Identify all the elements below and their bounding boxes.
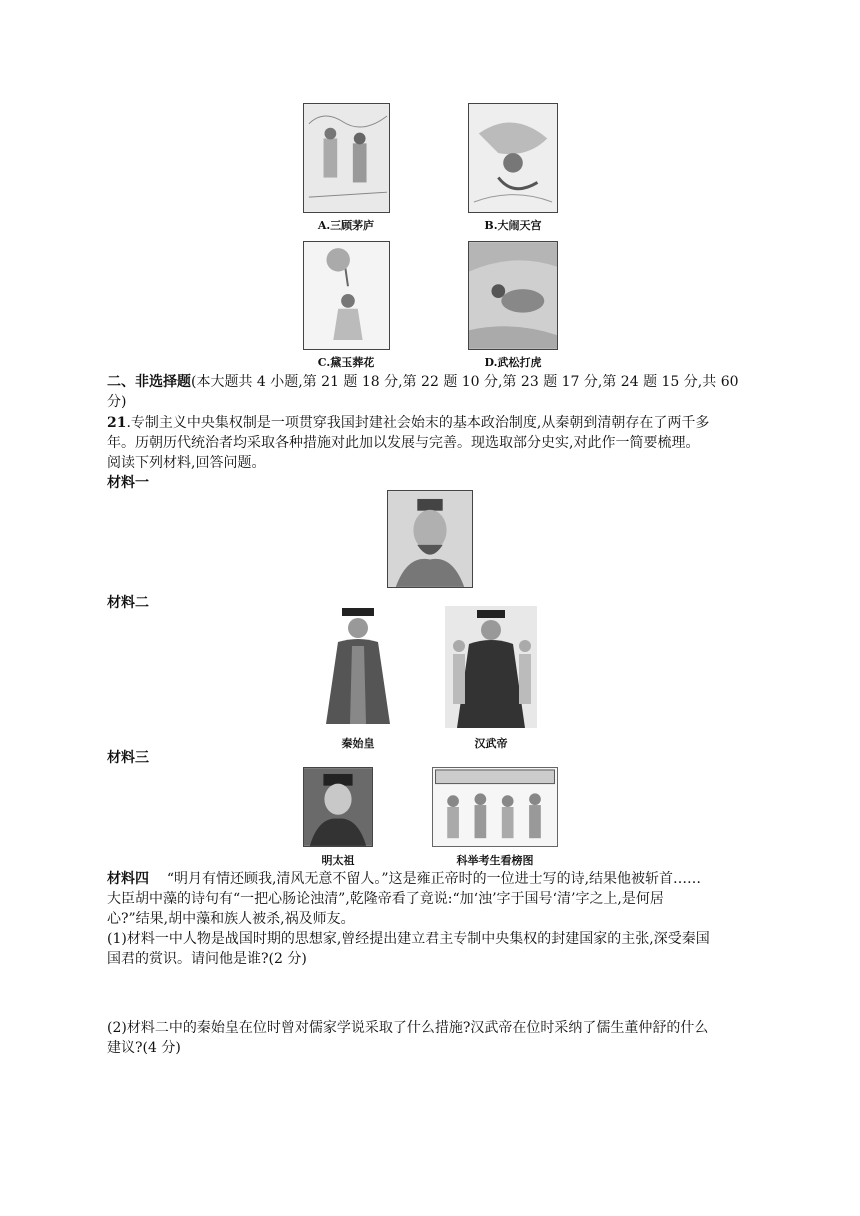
question-21-text-line2: 年。历朝历代统治者均采取各种措施对此加以发展与完善。现选取部分史实,对此作一简要梳理。: [107, 435, 700, 451]
ming-taizu-caption: 明太祖: [321, 854, 355, 867]
material-1-portrait: [387, 490, 473, 588]
qin-shihuang-caption: 秦始皇: [341, 737, 375, 750]
han-wudi-image: [445, 606, 537, 728]
option-b-image: [468, 103, 558, 213]
question-1-line1: (1)材料一中人物是战国时期的思想家,曾经提出建立君主专制中央集权的封建国家的主张,深受秦国: [107, 931, 710, 947]
option-c-caption: C.黛玉葬花: [317, 356, 375, 369]
question-2-line2: 建议?(4 分): [107, 1040, 181, 1056]
option-d-caption: D.武松打虎: [484, 356, 542, 369]
material-4-line2: 大臣胡中藻的诗句有“一把心肠论浊清”,乾隆帝看了竟说:“加‘浊’字于国号‘清’字之上,是何居: [107, 891, 664, 907]
material-4-text: “明月有情还顾我,清风无意不留人。”这是雍正帝时的一位进士写的诗,结果他被斩首……: [166, 871, 702, 887]
section-2-heading-line: [107, 372, 757, 392]
option-d-image: [468, 241, 558, 350]
section-2-heading: 二、非选择题: [107, 374, 191, 390]
option-b-caption: B.大闹天宫: [484, 219, 542, 232]
answer-space-1[interactable]: [107, 970, 757, 1016]
question-21-text: .专制主义中央集权制是一项贯穿我国封建社会始末的基本政治制度,从秦朝到清朝存在了两千多: [126, 415, 710, 431]
qin-shihuang-image: [322, 606, 394, 728]
question-21-number: 21: [107, 415, 127, 431]
material-4-label: 材料四: [107, 871, 149, 887]
question-21-text-line3: 阅读下列材料,回答问题。: [107, 455, 266, 471]
material-4-line3: 心?”结果,胡中藻和族人被杀,祸及师友。: [107, 911, 355, 927]
han-wudi-caption: 汉武帝: [474, 737, 508, 750]
keju-exam-image: [432, 767, 558, 847]
keju-exam-caption: 科举考生看榜图: [456, 854, 534, 867]
material-3-label: 材料三: [107, 750, 149, 766]
option-a-image: [303, 103, 390, 213]
material-2-label: 材料二: [107, 595, 149, 611]
section-2-note-cont: 分): [107, 394, 127, 410]
section-2-note: (本大题共 4 小题,第 21 题 18 分,第 22 题 10 分,第 23 题 17 分,第 24 题 15 分,共 60: [191, 374, 739, 390]
question-21-intro: [107, 413, 757, 433]
ming-taizu-portrait: [303, 767, 373, 847]
question-1-line2: 国君的赏识。请问他是谁?(2 分): [107, 951, 307, 967]
answer-space-2[interactable]: [107, 1062, 757, 1182]
option-c-image: [303, 241, 390, 350]
material-1-label: 材料一: [107, 475, 149, 491]
option-a-caption: A.三顾茅庐: [317, 219, 375, 232]
question-2-line1: (2)材料二中的秦始皇在位时曾对儒家学说采取了什么措施?汉武帝在位时采纳了儒生董仲舒的什么: [107, 1020, 709, 1036]
material-4-line1: [107, 869, 757, 889]
